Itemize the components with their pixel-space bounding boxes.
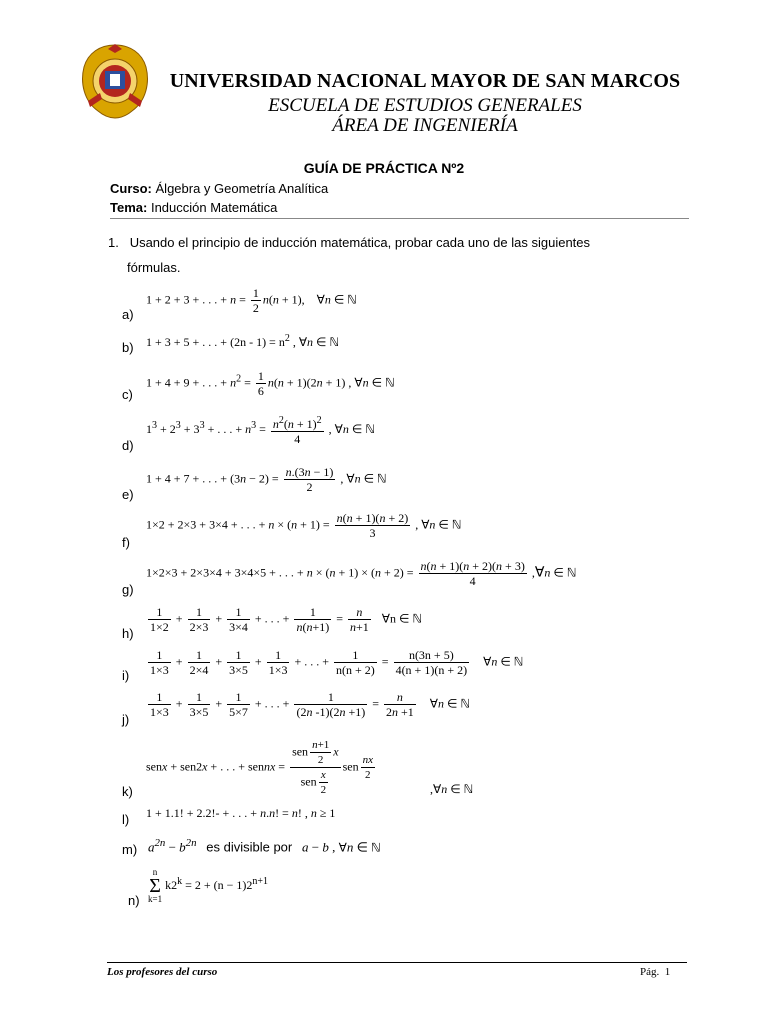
- formula-b: 1 + 3 + 5 + . . . + $(2n - 1) = n^2$ , ∀n ∈ ℕ: [146, 333, 340, 349]
- topic-line: [110, 200, 277, 215]
- footer-authors: Los profesores del curso: [107, 966, 218, 978]
- item-label-m: m): [122, 842, 138, 857]
- item-label-i: i): [122, 668, 130, 683]
- question-text-2: fórmulas.: [127, 260, 181, 275]
- page-number: 1: [664, 966, 671, 978]
- header-divider: [110, 218, 689, 219]
- formula-l: 1 + 1.1! + 2.2!- + . . . + n.n! = n! , n ≥ 1: [146, 806, 336, 820]
- university-seal-logo: [80, 43, 150, 119]
- guide-title: GUÍA DE PRÁCTICA Nº2: [303, 160, 465, 176]
- formula-j: $\frac{1}{1\times 3}$ + $\frac{1}{3\times 5}$ + $\frac{1}{5\times 7}$ + . . . + $\frac{1}{(2n -1)(2n +1)}$ = $\frac{n}{2n +1}$ ∀n ∈ ℕ: [150, 690, 471, 719]
- question-1: [108, 231, 688, 255]
- formula-c: 1 + 4 + 9 + . . . + $n^2$ = $\frac{1}{6}$ n(n + 1)(2n + 1) , ∀n ∈ ℕ: [146, 369, 395, 398]
- item-label-c: c): [122, 387, 133, 402]
- course-line: [110, 181, 328, 196]
- formula-m-text: es divisible por: [206, 839, 293, 855]
- item-label-f: f): [122, 535, 130, 550]
- area-name: ÁREA DE INGENIERÍA: [332, 115, 518, 136]
- course-label: Curso:: [110, 181, 152, 196]
- item-label-e: e): [122, 487, 134, 502]
- school-name: ESCUELA DE ESTUDIOS GENERALES: [268, 95, 582, 116]
- item-label-b: b): [122, 340, 134, 355]
- formula-g: 1×2×3 + 2×3×4 + 3×4×5 + . . . + n × (n + 1) × (n + 2) = $\frac{n(n + 1)(n + 2)(n + 3)}{4}$ ,∀n ∈ ℕ: [146, 559, 577, 588]
- item-label-h: h): [122, 626, 134, 641]
- footer-divider: [107, 962, 687, 963]
- question-text-1: Usando el principio de inducción matemática, probar cada uno de las siguientes: [129, 235, 591, 250]
- item-label-a: a): [122, 307, 134, 322]
- topic-label: Tema:: [110, 200, 148, 215]
- item-label-g: g): [122, 582, 134, 597]
- course-value: Álgebra y Geometría Analítica: [155, 181, 329, 196]
- formula-i: $\frac{1}{1\times 3}$ + $\frac{1}{2\times 4}$ + $\frac{1}{3\times 5}$ + $\frac{1}{1\times 3}$ + . . . + $\frac{1}{n(n + 2)}$ = $\frac{n(3n + 5)}{4(n + 1)(n + 2)}$ ∀n ∈ ℕ: [150, 648, 524, 677]
- item-label-k: k): [122, 784, 133, 799]
- formula-h: $\frac{1}{1\times 2}$ + $\frac{1}{2\times 3}$ + $\frac{1}{3\times 4}$ + . . . + $\frac{1}{n(n+1)}$ = $\frac{n}{n+1}$ ∀n ∈ ℕ: [150, 605, 423, 634]
- formula-k: senx + sen2x + . . . + sennx = sen $\frac{n+1}{2}$ x sen $\frac{x}{2}$ sen $\frac{nx}{2}$: [146, 739, 373, 796]
- topic-value: Inducción Matemática: [150, 200, 278, 215]
- question-number: 1.: [108, 235, 119, 250]
- item-label-l: l): [122, 812, 130, 827]
- formula-m: $a^{2n} - b^{2n}$ es divisible por a − b , ∀n ∈ ℕ: [148, 837, 381, 855]
- footer-page: [640, 966, 670, 978]
- item-label-j: j): [122, 712, 130, 727]
- formula-n: n Σ k=1 $k2^k = 2 + (n - 1)2^{n+1}$: [148, 867, 269, 904]
- formula-f: 1×2 + 2×3 + 3×4 + . . . + n × (n + 1) = $\frac{n(n + 1)(n + 2)}{3}$ , ∀n ∈ ℕ: [146, 511, 462, 540]
- question-1-cont: [127, 256, 707, 280]
- formula-d: $1^3 + 2^3 + 3^3$ + . . . + $n^3$ = $\frac{n^2(n + 1)^2}{4}$ , ∀n ∈ ℕ: [146, 415, 375, 446]
- formula-e: 1 + 4 + 7 + . . . + (3n − 2) = $\frac{n.(3n - 1)}{2}$ , ∀n ∈ ℕ: [146, 465, 387, 494]
- formula-k-domain: ,∀n ∈ ℕ: [430, 782, 474, 796]
- page-label: Pág.: [640, 966, 660, 978]
- formula-a: 1 + 2 + 3 + . . . + n = $\frac{1}{2}$ n(n + 1), ∀n ∈ ℕ: [146, 286, 357, 315]
- item-label-d: d): [122, 438, 134, 453]
- university-name: UNIVERSIDAD NACIONAL MAYOR DE SAN MARCOS: [169, 70, 681, 92]
- item-label-n: n): [128, 893, 140, 908]
